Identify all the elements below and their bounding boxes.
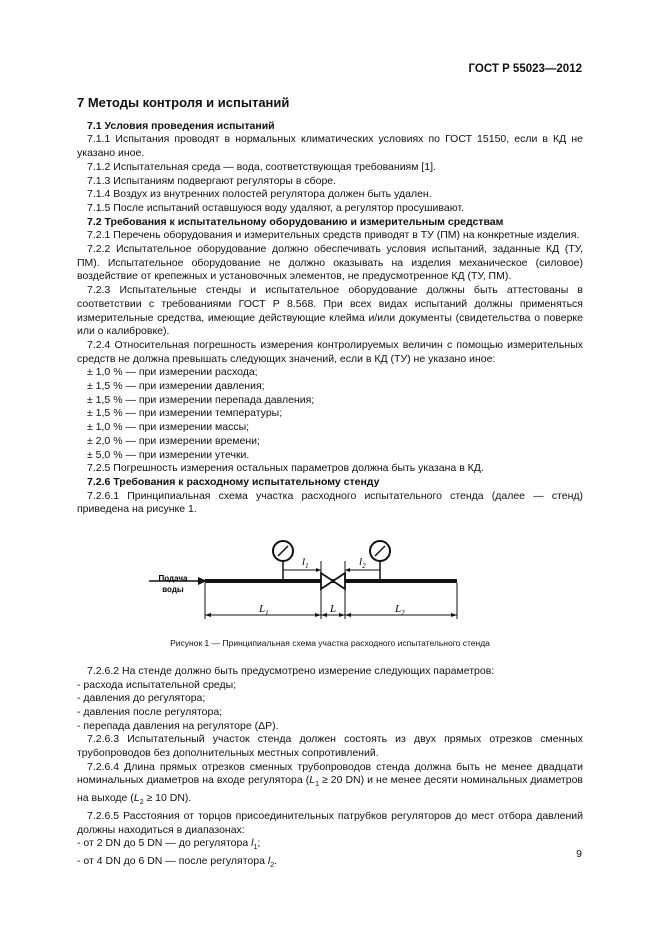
param-item: - давления до регулятора;: [77, 692, 206, 705]
label-l1: $l_1$: [302, 556, 309, 571]
accuracy-item: ± 1,0 % — при измерении расхода;: [87, 366, 258, 379]
dim-L-arrow-left: [321, 613, 327, 617]
paragraph-7-1-5: 7.1.5 После испытаний оставшуюся воду удаляют, а регулятор просушивают.: [87, 201, 464, 214]
paragraph-7-2-4: 7.2.4 Относительная погрешность измерения контролируемых величин с помощью измерительных средств не должна превышать следующих значений, если в КД (ТУ) не указано иное:: [77, 338, 583, 365]
dim-L-arrow-right: [339, 613, 345, 617]
regulator-valve-right: [333, 573, 345, 589]
inlet-label-1: Подача: [158, 574, 188, 584]
param-item: - расхода испытательной среды;: [77, 678, 237, 691]
test-stand-diagram: [77, 523, 583, 635]
label-L1: $L_1$: [259, 603, 269, 618]
paragraph-7-2-1: 7.2.1 Перечень оборудования и измерительных средств приводят в ТУ (ПМ) на конкретные изделия.: [87, 229, 580, 242]
dim-L2-arrow-right: [451, 613, 457, 617]
paragraph-7-2-6-4: 7.2.6.4 Длина прямых отрезков сменных трубопроводов стенда должна быть не менее двадцати номинальных диаметров на входе регулятора ($L_1 \ge 20$ DN) и не менее десяти номинальных диаметров на выходе ($L_2 \ge 10$ DN).: [77, 760, 583, 807]
paragraph-7-2-6-3: 7.2.6.3 Испытательный участок стенда должен состоять из двух прямых отрезков сменных трубопроводов без дополнительных местных сопротивлений.: [77, 733, 583, 760]
subsection-7-1-title: 7.1 Условия проведения испытаний: [87, 119, 275, 132]
label-L: L: [330, 603, 337, 616]
dim-l2-arrow: [345, 568, 350, 572]
regulator-valve-left: [321, 573, 333, 589]
label-l2: $l_2$: [359, 556, 366, 571]
accuracy-item: ± 1,0 % — при измерении массы;: [87, 421, 250, 434]
dim-L1-arrow-left: [205, 613, 211, 617]
inlet-arrow-head: [198, 577, 207, 585]
figure-caption: Рисунок 1 — Принципиальная схема участка расходного испытательного стенда: [170, 638, 490, 649]
paragraph-7-1-4: 7.1.4 Воздух из внутренних полостей регулятора должен быть удален.: [87, 188, 432, 201]
accuracy-item: ± 2,0 % — при измерении времени;: [87, 434, 260, 447]
subsection-7-2-title: 7.2 Требования к испытательному оборудованию и измерительным средствам: [87, 215, 504, 228]
accuracy-item: ± 1,5 % — при измерении перепада давления;: [87, 393, 315, 406]
subsection-7-2-6-title: 7.2.6 Требования к расходному испытательному стенду: [87, 475, 380, 488]
param-item: - перепада давления на регуляторе (ΔP).: [77, 719, 279, 732]
paragraph-7-2-6-5: 7.2.6.5 Расстояния от торцов присоединительных патрубков регуляторов до мест отбора давлений должны находиться в диапазонах:: [77, 810, 583, 836]
dim-l1-arrow: [316, 568, 321, 572]
paragraph-7-2-6-1: 7.2.6.1 Принципиальная схема участка расходного испытательного стенда (далее — стенд) приведена на рисунке 1.: [77, 489, 583, 516]
paragraph-7-2-5: 7.2.5 Погрешность измерения остальных параметров должна быть указана в КД.: [87, 462, 484, 475]
document-body: [77, 96, 583, 873]
dim-L1-arrow-right: [315, 613, 321, 617]
accuracy-item: ± 1,5 % — при измерении давления;: [87, 380, 265, 393]
section-title: 7 Методы контроля и испытаний: [77, 95, 290, 110]
paragraph-7-1-3: 7.1.3 Испытаниям подвергают регуляторы в сборе.: [87, 174, 337, 187]
document-header: ГОСТ Р 55023—2012: [468, 63, 582, 75]
accuracy-item: ± 5,0 % — при измерении утечки.: [87, 448, 250, 461]
label-L2: $L_2$: [395, 603, 405, 618]
paragraph-7-2-2: 7.2.2 Испытательное оборудование должно обеспечивать условия испытаний, заданные КД (ТУ, ПМ). Испытательное оборудование не должно оказывать на изделия механическое (силовое) воздействие от крепежных и установочных элементов, не предусмотренное КД (ТУ, ПМ).: [77, 243, 583, 283]
dim-L2-arrow-left: [345, 613, 351, 617]
paragraph-7-2-6-2: 7.2.6.2 На стенде должно быть предусмотрено измерение следующих параметров:: [87, 664, 495, 677]
paragraph-7-2-3: 7.2.3 Испытательные стенды и испытательное оборудование должны быть аттестованы в соответствии с требованиями ГОСТ Р 8.568. При всех видах испытаний должны применяться измерительные средства, имеющие действующие клейма и/или документы (свидетельства о поверке или о калибровке).: [77, 284, 583, 338]
accuracy-item: ± 1,5 % — при измерении температуры;: [87, 407, 283, 420]
param-item: - давления после регулятора;: [77, 705, 223, 718]
paragraph-7-1-2: 7.1.2 Испытательная среда — вода, соответствующая требованиям [1].: [87, 160, 436, 173]
range-item-before: - от 2 DN до 5 DN — до регулятора $l_1$;: [77, 837, 261, 852]
figure-1: [77, 523, 583, 635]
inlet-label-2: воды: [162, 585, 184, 595]
paragraph-7-1-1: 7.1.1 Испытания проводят в нормальных климатических условиях по ГОСТ 15150, если в КД не указано иное.: [77, 133, 583, 160]
range-item-after: - от 4 DN до 6 DN — после регулятора $l_2$.: [77, 855, 278, 870]
page-number: 9: [576, 848, 582, 860]
